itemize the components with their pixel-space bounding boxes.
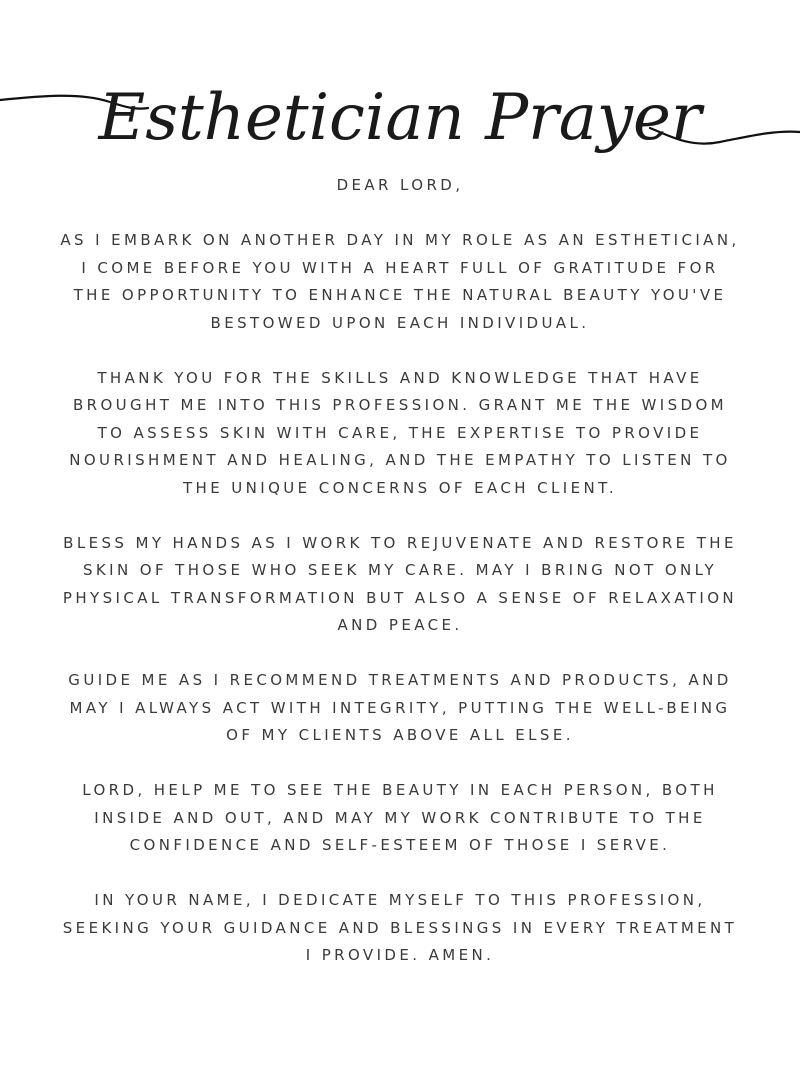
page-title: Esthetician Prayer <box>98 81 702 155</box>
paragraph-3: BLESS MY HANDS AS I WORK TO REJUVENATE AND RESTORE THE SKIN OF THOSE WHO SEEK MY CARE. MAY I BRING NOT ONLY PHYSICAL TRANSFORMATION BUT ALSO A SENSE OF RELAXATION AND PEACE. <box>62 533 738 634</box>
paragraph-6: IN YOUR NAME, I DEDICATE MYSELF TO THIS PROFESSION, SEEKING YOUR GUIDANCE AND BLESSINGS IN EVERY TREATMENT I PROVIDE. AMEN. <box>62 891 738 964</box>
paragraph-4: GUIDE ME AS I RECOMMEND TREATMENTS AND PRODUCTS, AND MAY I ALWAYS ACT WITH INTEGRITY, PUTTING THE WELL-BEING OF MY CLIENTS ABOVE ALL ELSE. <box>68 671 732 744</box>
paragraph-5: LORD, HELP ME TO SEE THE BEAUTY IN EACH PERSON, BOTH INSIDE AND OUT, AND MAY MY WORK CONTRIBUTE TO THE CONFIDENCE AND SELF-ESTEEM OF THOSE I SERVE. <box>82 781 718 854</box>
prayer-body <box>60 172 740 997</box>
salutation: DEAR LORD, <box>336 176 464 194</box>
paragraph-2: THANK YOU FOR THE SKILLS AND KNOWLEDGE THAT HAVE BROUGHT ME INTO THIS PROFESSION. GRANT ME THE WISDOM TO ASSESS SKIN WITH CARE, THE EXPERTISE TO PROVIDE NOURISHMENT AND HEALING, AND THE EMPATHY TO LISTEN TO THE UNIQUE CONCERNS OF EACH CLIENT. <box>69 368 731 497</box>
title-header <box>0 70 800 180</box>
paragraph-1: AS I EMBARK ON ANOTHER DAY IN MY ROLE AS AN ESTHETICIAN, I COME BEFORE YOU WITH A HEART FULL OF GRATITUDE FOR THE OPPORTUNITY TO ENHANCE THE NATURAL BEAUTY YOU'VE BESTOWED UPON EACH INDIVIDUAL. <box>60 231 740 332</box>
